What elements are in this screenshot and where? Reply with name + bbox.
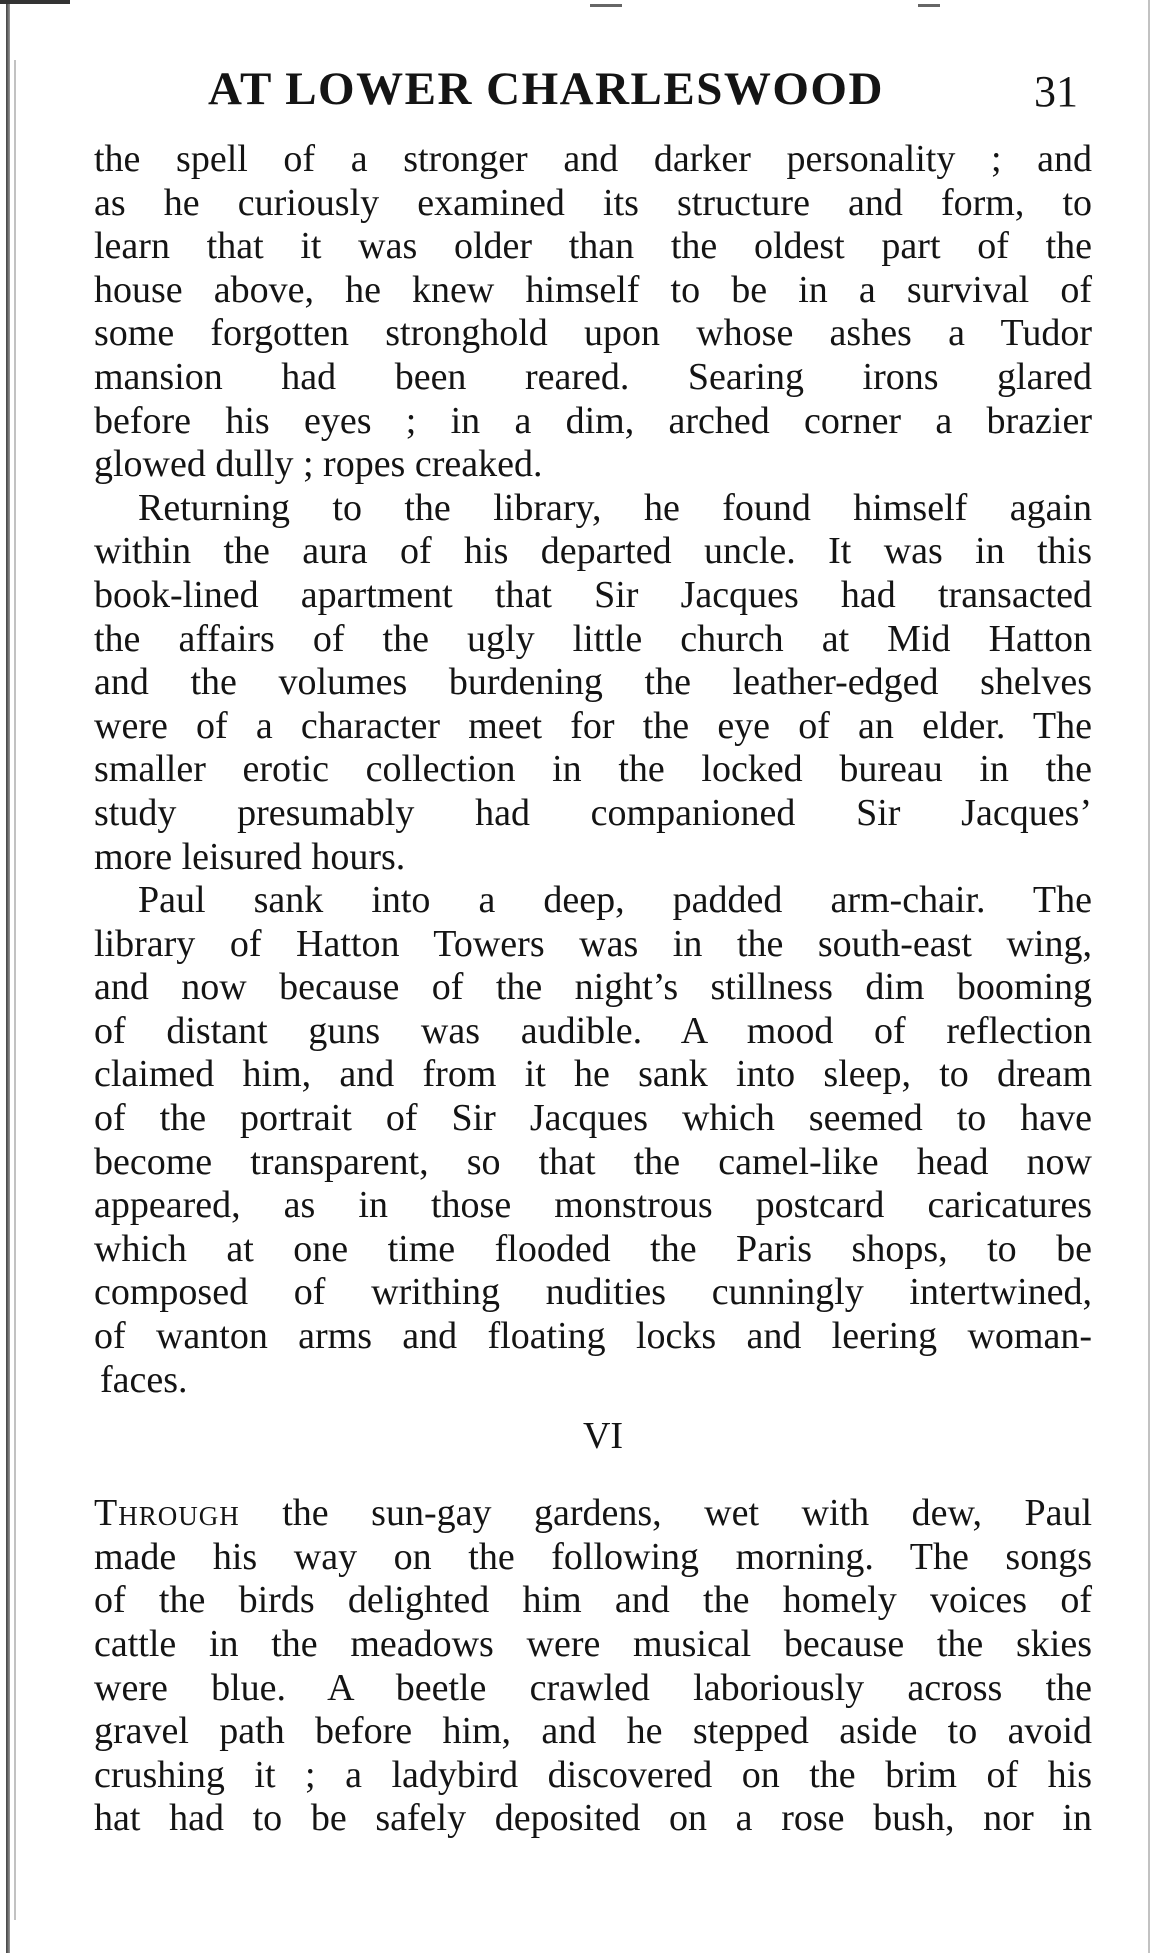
text-line: were blue. A beetle crawled laboriously across the [94,1666,1092,1709]
text-line: house above, he knew himself to be in a survival of [94,268,1092,311]
page-header [90,62,1090,122]
text-line: of distant guns was audible. A mood of reflection [94,1009,1092,1052]
text-line: smaller erotic collection in the locked bureau in the [94,748,1092,791]
page-right-edge [1148,0,1150,1953]
text-line: made his way on the following morning. The songs [94,1535,1092,1578]
text-line: gravel path before him, and he stepped aside to avoid [94,1710,1092,1753]
text-line: Returning to the library, he found himself again [138,486,1092,529]
text-line: library of Hatton Towers was in the south-east wing, [94,922,1092,965]
body-text [94,138,1092,1841]
text-line: hat had to be safely deposited on a rose bush, nor in [94,1797,1092,1840]
text-line: appeared, as in those monstrous postcard caricatures [94,1184,1092,1227]
text-line: mansion had been reared. Searing irons glared [94,355,1092,398]
text-line: glowed dully ; ropes creaked. [94,443,543,486]
paragraph [94,879,1092,1402]
text-line: within the aura of his departed uncle. It was in this [94,530,1092,573]
text-line: some forgotten stronghold upon whose ashes a Tudor [94,312,1092,355]
text-line: the spell of a stronger and darker personality ; and [94,138,1092,180]
running-head: AT LOWER CHARLESWOOD [208,63,884,115]
binding-edge [6,0,10,1953]
text-line: study presumably had companioned Sir Jacques’ [94,791,1092,834]
text-line: more leisured hours. [94,835,406,878]
text-line-rest: the sun-gay gardens, wet with dew, Paul [282,1492,1093,1535]
text-line: faces. [100,1358,188,1401]
page-number: 31 [1034,67,1078,116]
text-line: of wanton arms and floating locks and leering woman- [94,1315,1092,1358]
text-line: cattle in the meadows were musical because the skies [94,1623,1092,1665]
paragraph [94,487,1092,879]
paragraph [94,1492,1092,1841]
top-edge-mark [0,0,70,4]
paragraph [94,138,1092,487]
top-edge-mark [918,4,940,7]
text-line: crushing it ; a ladybird discovered on the brim of his [94,1753,1092,1796]
binding-shadow [14,60,16,1920]
text-line: the affairs of the ugly little church at Mid Hatton [94,617,1092,660]
text-line: and now because of the night’s stillness dim booming [94,966,1092,1009]
text-line: claimed him, and from it he sank into sleep, to dream [94,1053,1092,1096]
text-line: Paul sank into a deep, padded arm-chair. The [138,879,1092,922]
section-opening-word: Through [94,1492,240,1535]
text-line: as he curiously examined its structure and form, to [94,181,1092,224]
section-heading: VI [582,1415,624,1458]
text-line: become transparent, so that the camel-like head now [94,1140,1092,1183]
text-line: composed of writhing nudities cunningly intertwined, [94,1271,1092,1314]
text-line: which at one time flooded the Paris shops, to be [94,1227,1092,1270]
text-line: and the volumes burdening the leather-edged shelves [94,661,1092,704]
text-line: were of a character meet for the eye of an elder. The [94,704,1092,747]
text-line [94,1492,1092,1536]
text-line: of the birds delighted him and the homely voices of [94,1579,1092,1622]
top-edge-mark [590,4,622,7]
text-line: learn that it was older than the oldest part of the [94,225,1092,268]
text-line: of the portrait of Sir Jacques which seemed to have [94,1097,1092,1140]
text-line: before his eyes ; in a dim, arched corner a brazier [94,399,1092,442]
text-line: book-lined apartment that Sir Jacques had transacted [94,573,1092,616]
